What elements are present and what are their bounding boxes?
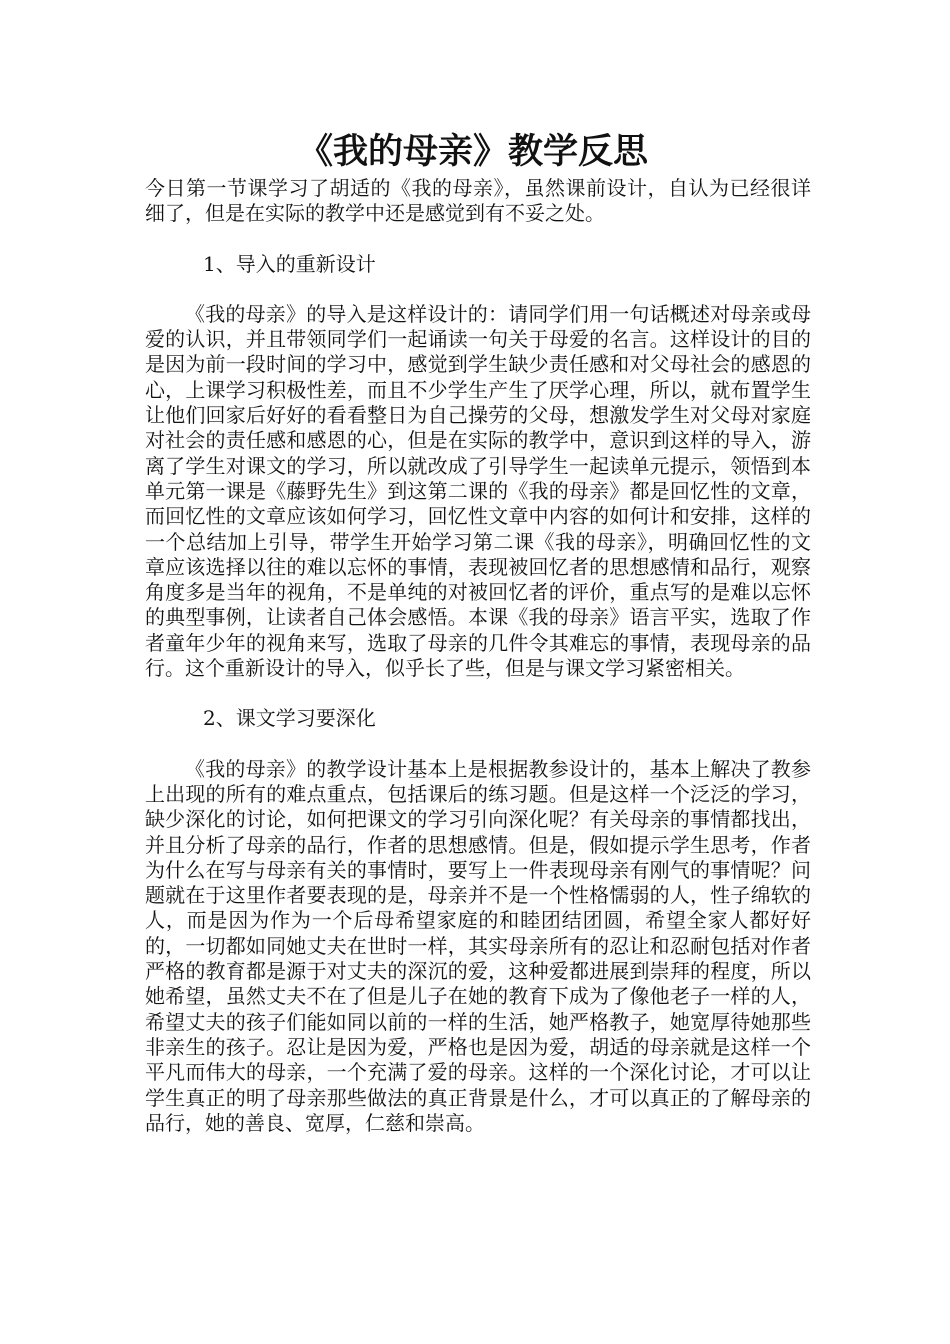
document-page	[145, 128, 811, 1136]
section-heading-2: 2、课文学习要深化	[203, 706, 376, 731]
spacer	[145, 277, 811, 302]
section-body-2: 《我的母亲》的教学设计基本上是根据教参设计的，基本上解决了教参上出现的所有的难点重点，包括课后的练习题。但是这样一个泛泛的学习，缺少深化的讨论，如何把课文的学习引向深化呢？有关母亲的事情都找出，并且分析了母亲的品行，作者的思想感情。但是，假如提示学生思考，作者为什么在写与母亲有关的事情时，要写上一件表现母亲有刚气的事情呢？问题就在于这里作者要表现的是，母亲并不是一个性格懦弱的人，性子绵软的人，而是因为作为一个后母希望家庭的和睦团结团圆，希望全家人都好好的，一切都如同她丈夫在世时一样，其实母亲所有的忍让和忍耐包括对作者严格的教育都是源于对丈夫的深沉的爱，这种爱都进展到崇拜的程度，所以她希望，虽然丈夫不在了但是儿子在她的教育下成为了像他老子一样的人，希望丈夫的孩子们能如同以前的一样的生活，她严格教子，她宽厚待她那些非亲生的孩子。忍让是因为爱，严格也是因为爱，胡适的母亲就是这样一个平凡而伟大的母亲，一个充满了爱的母亲。这样的一个深化讨论，才可以让学生真正的明了母亲那些做法的真正背景是什么，才可以真正的了解母亲的品行，她的善良、宽厚，仁慈和崇高。	[145, 756, 811, 1135]
spacer	[145, 732, 811, 757]
intro-paragraph: 今日第一节课学习了胡适的《我的母亲》，虽然课前设计，自认为已经很详细了，但是在实际的教学中还是感觉到有不妥之处。	[145, 176, 811, 226]
spacer	[145, 227, 811, 252]
section-body-1: 《我的母亲》的导入是这样设计的：请同学们用一句话概述对母亲或母爱的认识，并且带领同学们一起诵读一句关于母爱的名言。这样设计的目的是因为前一段时间的学习中，感觉到学生缺少责任感和对父母社会的感恩的心，上课学习积极性差，而且不少学生产生了厌学心理，所以，就布置学生让他们回家后好好的看看整日为自己操劳的父母，想激发学生对父母对家庭对社会的责任感和感恩的心，但是在实际的教学中，意识到这样的导入，游离了学生对课文的学习，所以就改成了引导学生一起读单元提示，领悟到本单元第一课是《藤野先生》到这第二课的《我的母亲》都是回忆性的文章，而回忆性的文章应该如何学习，回忆性文章中内容的如何计和安排，这样的一个总结加上引导，带学生开始学习第二课《我的母亲》，明确回忆性的文章应该选择以往的难以忘怀的事情，表现被回忆者的思想感情和品行，观察角度多是当年的视角，不是单纯的对被回忆者的评价，重点写的是难以忘怀的典型事例，让读者自己体会感悟。本课《我的母亲》语言平实，选取了作者童年少年的视角来写，选取了母亲的几件令其难忘的事情，表现母亲的品行。这个重新设计的导入，似乎长了些，但是与课文学习紧密相关。	[145, 301, 811, 681]
section-heading-1: 1、导入的重新设计	[203, 251, 376, 276]
document-title: 《我的母亲》教学反思	[297, 131, 648, 172]
spacer	[145, 681, 811, 706]
